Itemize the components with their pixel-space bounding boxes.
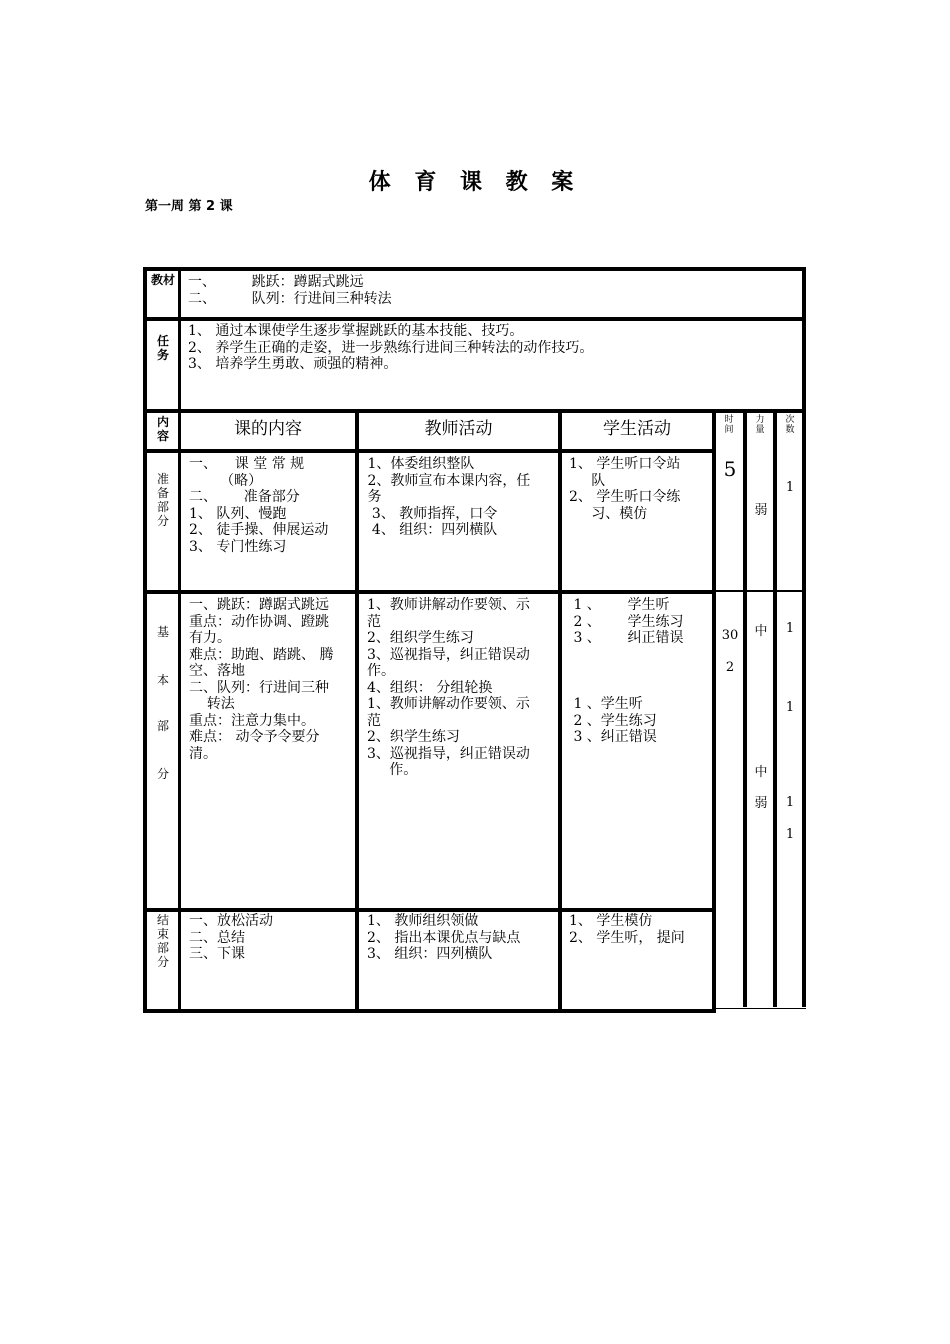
section-label-basic-4: 分 <box>156 767 169 781</box>
prep-teacher: 1、体委组织整队 2、教师宣布本课内容，任 务 3、 教师指挥，口令 4、 组织：四列横队 <box>367 456 531 538</box>
basic-student: 1 、 学生听 2 、 学生练习 3 、 纠正错误 1 、学生听 2 、学生练习 3 、纠正错误 <box>573 597 684 745</box>
section-label-basic-2: 本 <box>156 673 169 687</box>
section-label-end: 结束部分 <box>156 913 169 969</box>
header-neirong: 内容 <box>156 415 169 443</box>
prep-count: 1 <box>785 480 795 495</box>
header-teacher: 教师活动 <box>424 419 493 439</box>
header-count: 次数 <box>785 415 795 435</box>
end-student: 1、 学生模仿 2、 学生听， 提问 <box>569 913 685 946</box>
basic-count-3: 1 <box>785 795 795 810</box>
section-label-basic-1: 基 <box>156 625 169 639</box>
prep-time: 5 <box>723 457 737 481</box>
prep-content: 一、 课 堂 常 规 （略） 二、 准备部分 1、 队列、慢跑 2、 徒手操、伸展运动 3、 专门性练习 <box>189 456 329 555</box>
section-label-basic-3: 部 <box>156 719 169 733</box>
basic-count-2: 1 <box>785 700 795 715</box>
basic-count-4: 1 <box>785 827 795 842</box>
jiaocai-content: 一、 跳跃：蹲踞式跳远 二、 队列：行进间三种转法 <box>188 274 392 307</box>
basic-time-2: 2 <box>725 660 735 675</box>
header-content: 课的内容 <box>234 419 302 439</box>
basic-time-1: 30 <box>721 628 739 643</box>
end-teacher: 1、 教师组织领做 2、 指出本课优点与缺点 3、 组织：四列横队 <box>367 913 521 962</box>
header-load: 力量 <box>755 415 765 435</box>
basic-content: 一、跳跃：蹲踞式跳远 重点：动作协调、蹬跳 有力。 难点：助跑、踏跳、 腾 空、落地 二、队列：行进间三种 转法 重点：注意力集中。 难点： 动令予令要分 清。 <box>189 597 334 762</box>
basic-teacher: 1、教师讲解动作要领、示 范 2、组织学生练习 3、巡视指导，纠正错误动 作。 4、组织： 分组轮换 1、教师讲解动作要领、示 范 2、织学生练习 3、巡视指导，纠正错误动 作。 <box>367 597 530 778</box>
row-label-renwu: 任务 <box>156 334 169 362</box>
section-label-prep: 准备部分 <box>156 472 169 528</box>
prep-load: 弱 <box>754 503 768 518</box>
basic-load-2: 中 <box>754 765 768 780</box>
page-title: 体 育 课 教 案 <box>368 170 582 195</box>
basic-load-3: 弱 <box>754 796 768 811</box>
header-time: 时间 <box>724 415 734 435</box>
renwu-content: 1、 通过本课使学生逐步掌握跳跃的基本技能、技巧。 2、 养学生正确的走姿，进一步熟练行进间三种转法的动作技巧。 3、 培养学生勇敢、顽强的精神。 <box>188 323 594 372</box>
header-student: 学生活动 <box>603 419 671 439</box>
basic-count-1: 1 <box>785 621 795 636</box>
end-content: 一、放松活动 二、总结 三、下课 <box>189 913 273 962</box>
prep-student: 1、 学生听口令站 队 2、 学生听口令练 习、模仿 <box>569 456 681 522</box>
lesson-subtitle: 第一周 第 2 课 <box>145 199 233 214</box>
row-label-jiaocai: 教材 <box>151 273 176 287</box>
basic-load-1: 中 <box>754 624 768 639</box>
